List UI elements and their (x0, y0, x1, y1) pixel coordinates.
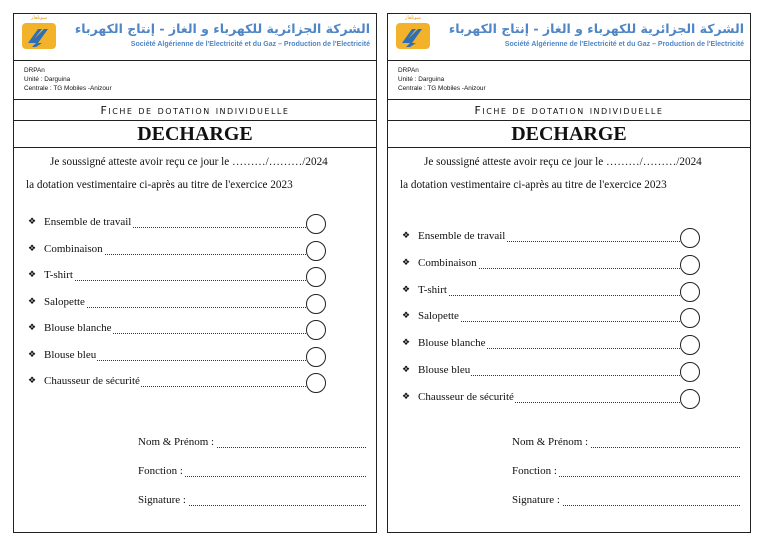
attestation-text: Je soussigné atteste avoir reçu ce jour le ………/………/2024 (50, 156, 328, 168)
meta-line-3: Centrale : TG Mobiles -Anizour (24, 85, 112, 92)
diamond-bullet-icon: ❖ (28, 243, 37, 254)
meta-line-1: DRPAn (24, 67, 45, 74)
diamond-bullet-icon: ❖ (28, 270, 37, 280)
diamond-bullet-icon: ❖ (402, 257, 411, 268)
checkbox-circle[interactable] (680, 308, 700, 328)
item-label: Combinaison (44, 242, 103, 255)
diamond-bullet-icon: ❖ (402, 391, 411, 402)
signature-field[interactable] (512, 494, 740, 510)
fonction-field[interactable] (138, 465, 366, 481)
diamond-bullet-icon: ❖ (402, 311, 411, 322)
checkbox-circle[interactable] (306, 294, 326, 314)
list-item (402, 388, 692, 415)
diamond-bullet-icon: ❖ (28, 376, 37, 386)
nom-prenom-field[interactable] (512, 436, 740, 452)
company-name-french: Société Algérienne de l'Electricité et du Gaz – Production de l'Electricité (130, 41, 370, 48)
list-item (402, 227, 692, 254)
fiche-title: Fiche de dotation individuelle (14, 99, 376, 120)
dotation-text: la dotation vestimentaire ci-après au titre de l'exercice 2023 (26, 179, 293, 191)
form-sheet-right (387, 13, 751, 533)
dotted-leader (418, 295, 680, 296)
item-label: Chausseur de sécurité (418, 390, 514, 403)
checkbox-circle[interactable] (680, 255, 700, 275)
attestation-text: Je soussigné atteste avoir reçu ce jour le ………/………/2024 (424, 156, 702, 168)
checkbox-circle[interactable] (306, 320, 326, 340)
checkbox-circle[interactable] (306, 241, 326, 261)
logo-caption: سونلغاز (30, 15, 48, 21)
unit-info (24, 66, 112, 93)
decharge-title: DECHARGE (388, 120, 750, 148)
item-label: Ensemble de travail (418, 230, 506, 242)
items-list (402, 227, 692, 415)
decharge-title: DECHARGE (14, 120, 376, 148)
checkbox-circle[interactable] (680, 389, 700, 409)
item-label: Blouse blanche (44, 322, 112, 334)
list-item (402, 334, 692, 361)
item-label: Chausseur de sécurité (44, 375, 140, 387)
checkbox-circle[interactable] (306, 373, 326, 393)
fiche-title: Fiche de dotation individuelle (388, 99, 750, 120)
item-label: T-shirt (44, 269, 73, 281)
diamond-bullet-icon: ❖ (28, 349, 37, 360)
diamond-bullet-icon: ❖ (28, 296, 37, 307)
company-name-arabic: الشركة الجزائرية للكهرباء و الغاز - إنتاج الكهرباء (448, 21, 744, 36)
company-name-french: Société Algérienne de l'Electricité et du Gaz – Production de l'Electricité (504, 41, 744, 48)
list-item (402, 254, 692, 281)
nom-prenom-label: Nom & Prénom : (138, 436, 215, 448)
item-label: Blouse bleu (44, 348, 97, 361)
item-label: T-shirt (418, 283, 447, 296)
letterhead (388, 14, 750, 61)
sonelgaz-logo-icon (396, 23, 430, 49)
list-item (28, 266, 318, 293)
checkbox-circle[interactable] (680, 335, 700, 355)
meta-line-2: Unité : Darguina (24, 76, 71, 83)
checkbox-circle[interactable] (306, 267, 326, 287)
diamond-bullet-icon: ❖ (28, 323, 37, 333)
item-label: Salopette (44, 295, 85, 308)
checkbox-circle[interactable] (680, 362, 700, 382)
letterhead (14, 14, 376, 61)
list-item (28, 346, 318, 373)
logo-caption: سونلغاز (404, 15, 422, 21)
sonelgaz-logo-icon (22, 23, 56, 49)
diamond-bullet-icon: ❖ (402, 284, 411, 295)
checkbox-circle[interactable] (306, 347, 326, 367)
diamond-bullet-icon: ❖ (402, 364, 411, 375)
item-label: Ensemble de travail (44, 216, 132, 228)
list-item (28, 213, 318, 240)
item-label: Blouse bleu (418, 363, 471, 376)
diamond-bullet-icon: ❖ (402, 231, 411, 241)
diamond-bullet-icon: ❖ (402, 338, 411, 349)
list-item (28, 240, 318, 267)
signature-label: Signature : (138, 494, 186, 506)
nom-prenom-label: Nom & Prénom : (512, 436, 589, 448)
meta-line-3: Centrale : TG Mobiles -Anizour (398, 85, 486, 92)
dotation-text: la dotation vestimentaire ci-après au titre de l'exercice 2023 (400, 179, 667, 191)
item-label: Blouse blanche (418, 337, 486, 350)
nom-prenom-field[interactable] (138, 436, 366, 452)
list-item (402, 361, 692, 388)
items-list (28, 213, 318, 399)
meta-line-1: DRPAn (398, 67, 419, 74)
list-item (28, 372, 318, 399)
meta-line-2: Unité : Darguina (398, 76, 445, 83)
dotted-leader (44, 280, 306, 281)
list-item (28, 293, 318, 320)
item-label: Combinaison (418, 256, 477, 269)
signature-label: Signature : (512, 494, 560, 506)
list-item (28, 319, 318, 346)
company-name-arabic: الشركة الجزائرية للكهرباء و الغاز - إنتاج الكهرباء (74, 21, 370, 36)
checkbox-circle[interactable] (306, 214, 326, 234)
unit-info (398, 66, 486, 93)
fonction-field[interactable] (512, 465, 740, 481)
signature-field[interactable] (138, 494, 366, 510)
list-item (402, 307, 692, 334)
list-item (402, 281, 692, 308)
checkbox-circle[interactable] (680, 228, 700, 248)
diamond-bullet-icon: ❖ (28, 217, 37, 227)
item-label: Salopette (418, 310, 459, 323)
fonction-label: Fonction : (138, 465, 183, 477)
checkbox-circle[interactable] (680, 282, 700, 302)
form-sheet-left (13, 13, 377, 533)
fonction-label: Fonction : (512, 465, 557, 477)
